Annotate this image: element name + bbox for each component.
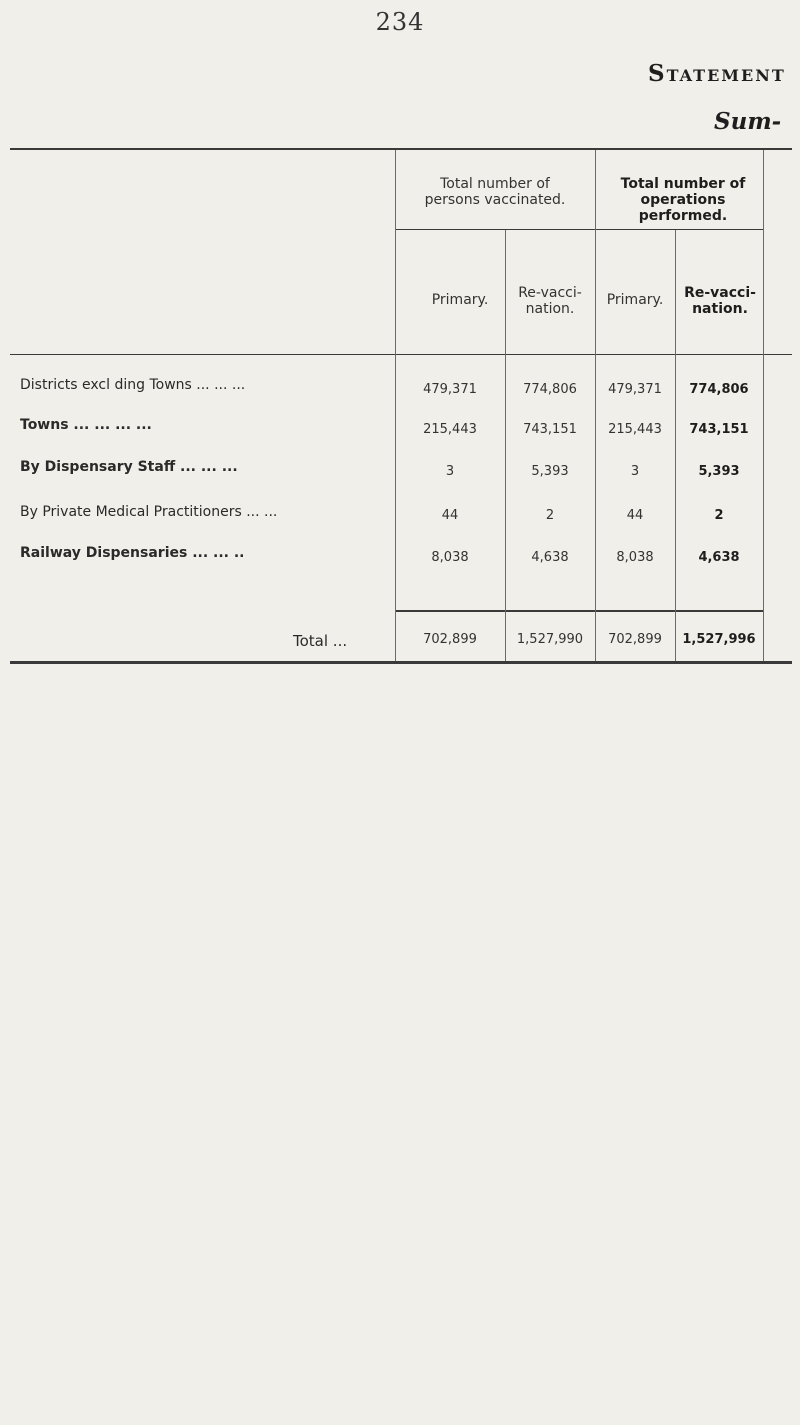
row-value-operations-primary: 215,443 (608, 422, 662, 437)
row-label: By Dispensary Staff ... ... ... (20, 459, 238, 475)
row-value-revaccination: 743,151 (523, 422, 577, 437)
row-value-operations-revaccination: 5,393 (698, 464, 740, 479)
page-number: 234 (375, 8, 425, 36)
row-value-operations-primary: 479,371 (608, 382, 662, 397)
total-value-operations-revaccination: 1,527,996 (682, 632, 756, 647)
row-value-operations-revaccination: 4,638 (698, 550, 740, 565)
row-value-primary: 479,371 (423, 382, 477, 397)
statement-heading: Statement (648, 60, 786, 87)
col-line-4 (675, 230, 676, 661)
total-value-primary: 702,899 (423, 632, 477, 647)
row-value-operations-revaccination: 743,151 (689, 422, 749, 437)
row-value-primary: 44 (441, 508, 459, 523)
col-line-3 (595, 150, 596, 661)
row-value-operations-primary: 8,038 (616, 550, 654, 565)
row-label: Districts excl ding Towns ... ... ... (20, 377, 246, 393)
row-value-operations-primary: 44 (626, 508, 644, 523)
row-value-primary: 215,443 (423, 422, 477, 437)
header-primary-1: Primary. (431, 292, 489, 308)
total-label: Total ... (293, 632, 348, 650)
row-value-revaccination: 5,393 (531, 464, 569, 479)
total-value-revaccination: 1,527,990 (516, 632, 584, 647)
header-mid-rule (395, 229, 763, 230)
table-top-rule (10, 148, 792, 150)
header-operations-performed: Total number of operations performed. (620, 176, 746, 224)
row-label: Railway Dispensaries ... ... .. (20, 545, 245, 561)
header-revaccination-1: Re-vacci- nation. (518, 285, 582, 317)
col-line-1 (395, 150, 396, 661)
row-value-operations-primary: 3 (630, 464, 640, 479)
total-top-rule (395, 610, 763, 612)
total-value-operations-primary: 702,899 (608, 632, 662, 647)
col-line-2 (505, 230, 506, 661)
row-value-operations-revaccination: 774,806 (689, 382, 749, 397)
header-primary-2: Primary. (606, 292, 664, 308)
header-revaccination-2: Re-vacci- nation. (684, 285, 756, 317)
row-label: By Private Medical Practitioners ... ... (20, 504, 278, 520)
row-value-revaccination: 2 (545, 508, 555, 523)
row-label: Towns ... ... ... ... (20, 417, 152, 433)
row-value-revaccination: 774,806 (523, 382, 577, 397)
header-persons-vaccinated: Total number of persons vaccinated. (424, 176, 566, 208)
table-bottom-rule (10, 661, 792, 664)
row-value-primary: 8,038 (431, 550, 469, 565)
summary-subheading: Sum- (714, 108, 782, 135)
row-value-operations-revaccination: 2 (714, 508, 724, 523)
row-value-primary: 3 (445, 464, 455, 479)
row-value-revaccination: 4,638 (531, 550, 569, 565)
col-line-5 (763, 150, 764, 661)
